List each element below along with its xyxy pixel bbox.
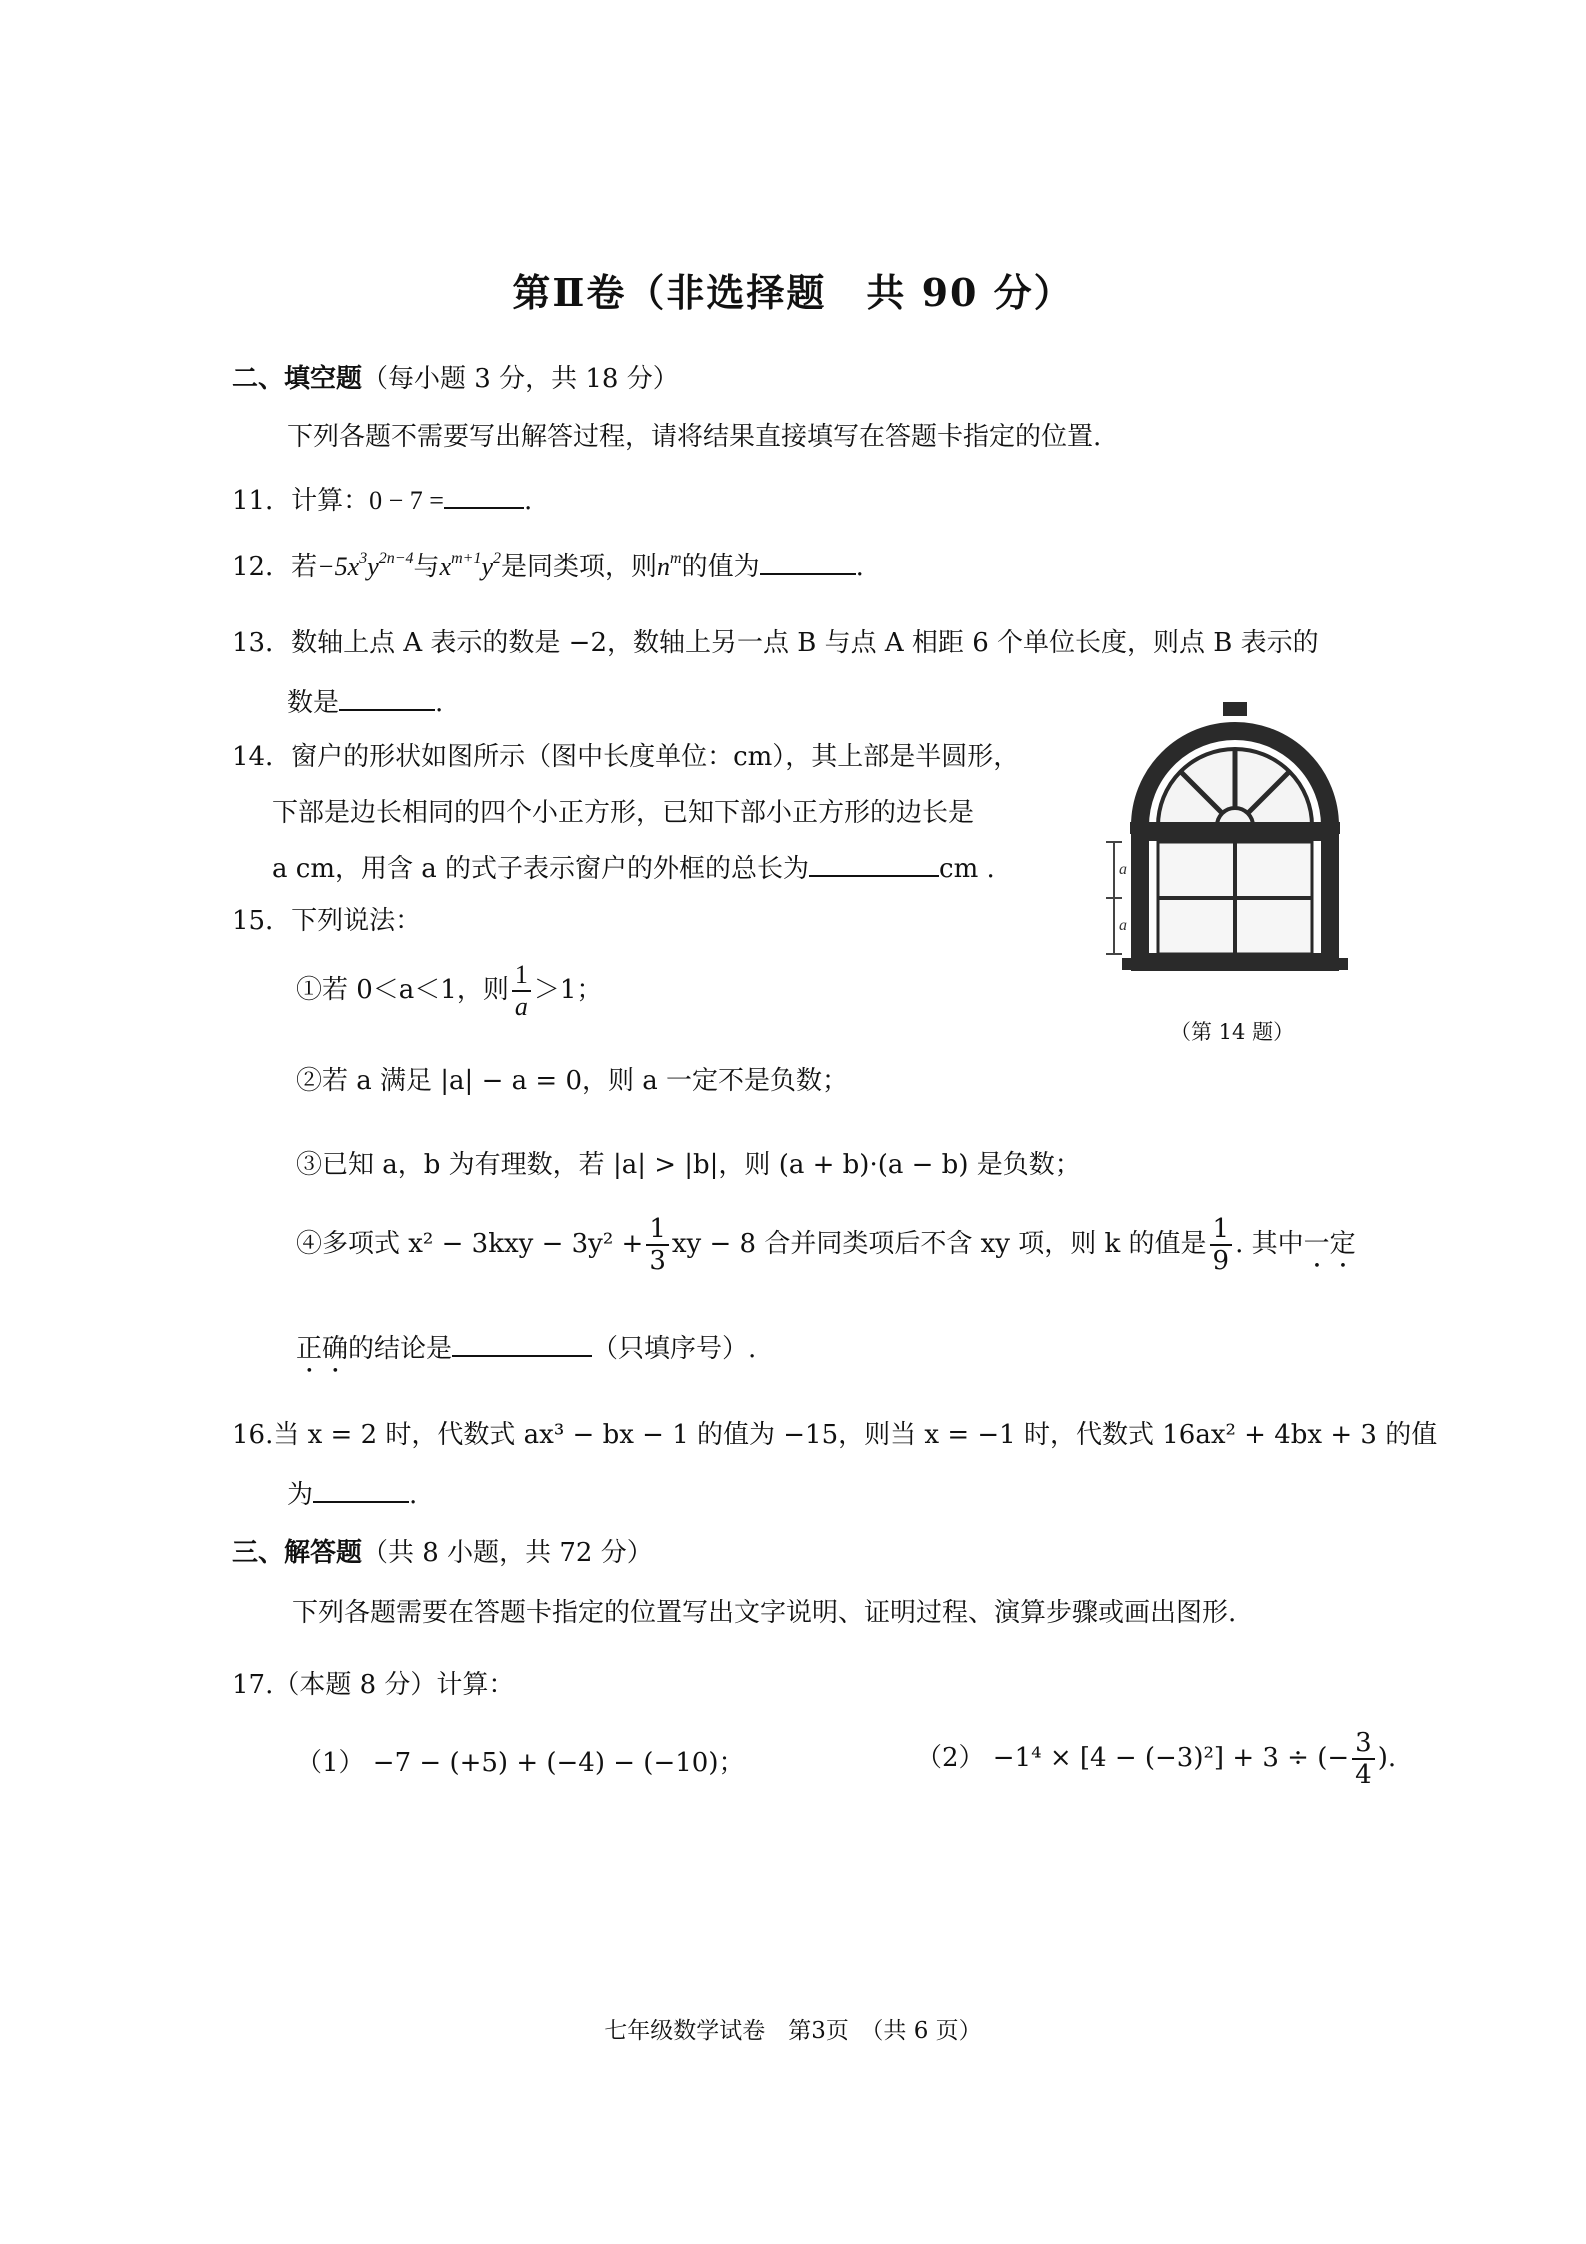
q13-number: 13． [232, 628, 292, 658]
q14-line3a: a cm，用含 a 的式子表示窗户的外框的总长为 [272, 854, 810, 884]
q17-part-2 [916, 1728, 1396, 1790]
question-16 [232, 1414, 1437, 1451]
q15-s1-a: ①若 0＜a＜1，则 [296, 975, 509, 1005]
q17-part-2a: （2） −1⁴ × [4 − (−3)²] + 3 ÷ (− [916, 1743, 1350, 1773]
q12-text-a: 若 [291, 552, 318, 582]
page-footer: 七年级数学试卷 第3页 （共 6 页） [604, 2018, 982, 2044]
fraction-1-over-a: $\frac{1}{a}$ [512, 960, 531, 1022]
fraction-3-over-4: $\frac{3}{4}$ [1352, 1728, 1375, 1790]
q14-line2: 下部是边长相同的四个小正方形，已知下部小正方形的边长是 [272, 798, 975, 828]
q14-answer-blank [809, 853, 939, 877]
question-12: 12．若$-5x^3y^{2n-4}$与$x^{m+1}y^2$是同类项，则$n^m$的值为 . [232, 550, 864, 582]
q15-number: 15． [232, 906, 292, 936]
section3-heading-line [232, 1532, 653, 1569]
fraction-1-over-3: $\frac{1}{3}$ [646, 1214, 669, 1276]
q11-answer-blank [444, 485, 524, 509]
section2-instruction: 下列各题不需要写出解答过程，请将结果直接填写在答题卡指定的位置. [287, 422, 1102, 452]
q12-text-d: 的值为 [681, 552, 760, 582]
q14-line1: 窗户的形状如图所示（图中长度单位：cm），其上部是半圆形， [291, 742, 1020, 772]
q16-number: 16. [232, 1420, 274, 1450]
q15-emphasis-1: 一定 [1303, 1229, 1356, 1259]
q16-answer-blank [313, 1479, 409, 1503]
q12-answer-blank [760, 551, 856, 575]
q15-lead: 下列说法： [291, 906, 422, 936]
q17-part-1: （1） −7 − (+5) + (−4) − (−10)； [296, 1748, 745, 1778]
q12-text-b: 与 [413, 552, 440, 582]
q13-line1: 数轴上点 A 表示的数是 −2，数轴上另一点 B 与点 A 相距 6 个单位长度，则点 B 表示的 [291, 628, 1319, 658]
figure-caption: （第 14 题） [1170, 1020, 1295, 1044]
q13-answer-blank [339, 687, 435, 711]
q17-number: 17. [232, 1670, 274, 1700]
q11-number: 11． [232, 486, 292, 516]
q15-statement-3: ③已知 a，b 为有理数，若 |a| > |b|，则 (a + b)·(a − b) 是负数； [296, 1150, 1081, 1180]
q15-s4-b: xy − 8 合并同类项后不含 xy 项，则 k 的值是 [671, 1229, 1207, 1259]
section2-heading: 二、填空题 [232, 364, 363, 394]
q17-head: （本题 8 分）计算： [273, 1670, 515, 1700]
q14-number: 14． [232, 742, 292, 772]
q15-answer-blank [452, 1333, 592, 1357]
q15-statement-1 [296, 960, 602, 1022]
dimension-label-upper: a [1119, 861, 1127, 878]
q15-statement-2: ②若 a 满足 |a| − a = 0，则 a 一定不是负数； [296, 1066, 849, 1096]
question-13 [232, 622, 1319, 659]
q12-term-1: $-5x^3y^{2n-4}$ [317, 550, 414, 581]
q16-line2: 为 [287, 1480, 314, 1510]
section2-note: （每小题 3 分，共 18 分） [362, 364, 679, 394]
dimension-label-lower: a [1119, 917, 1127, 934]
q17-part-2b: ). [1377, 1743, 1397, 1773]
q14-line3 [272, 848, 995, 885]
fraction-1-over-9: $\frac{1}{9}$ [1210, 1214, 1233, 1276]
q12-text-c: 是同类项，则 [501, 552, 658, 582]
q15-emphasis-2: 正确 [296, 1334, 349, 1364]
section3-note: （共 8 小题，共 72 分） [362, 1538, 653, 1568]
question-14 [232, 736, 1019, 773]
q15-s4-c: . 其中 [1235, 1229, 1304, 1259]
q15-conclusion [296, 1328, 756, 1379]
q13-line2: 数是 [287, 688, 340, 718]
q14-line3b: cm . [939, 854, 995, 884]
q12-power: $n^m$ [657, 550, 682, 581]
q15-conclusion-text: 的结论是 [348, 1334, 453, 1364]
section3-instruction: 下列各题需要在答题卡指定的位置写出文字说明、证明过程、演算步骤或画出图形. [292, 1598, 1237, 1628]
q15-s4-a: ④多项式 x² − 3kxy − 3y² + [296, 1229, 644, 1259]
question-17 [232, 1664, 514, 1701]
q16-line1: 当 x = 2 时，代数式 ax³ − bx − 1 的值为 −15，则当 x = −1 时，代数式 16ax² + 4bx + 3 的值 [273, 1420, 1438, 1450]
q16-line2-row: 为 . [287, 1480, 418, 1510]
question-15 [232, 900, 421, 937]
q15-s1-b: ＞1； [533, 975, 603, 1005]
q15-statement-4 [296, 1214, 1356, 1276]
section2-heading-line [232, 358, 679, 395]
question-11: 11．计算：0 − 7 = . [232, 486, 533, 516]
q13-line2-row: 数是 . [287, 688, 444, 718]
q12-term-2: $x^{m+1}y^2$ [439, 550, 502, 581]
q11-expression: 0 − 7 = [369, 486, 444, 515]
q15-conclusion-end: （只填序号）. [592, 1334, 757, 1364]
q12-number: 12． [232, 552, 292, 582]
section3-heading: 三、解答题 [232, 1538, 363, 1568]
window-figure [1100, 696, 1370, 996]
q11-text: 计算： [291, 486, 370, 516]
part-title: 第Ⅱ卷（非选择题 共 90 分） [512, 270, 1074, 315]
